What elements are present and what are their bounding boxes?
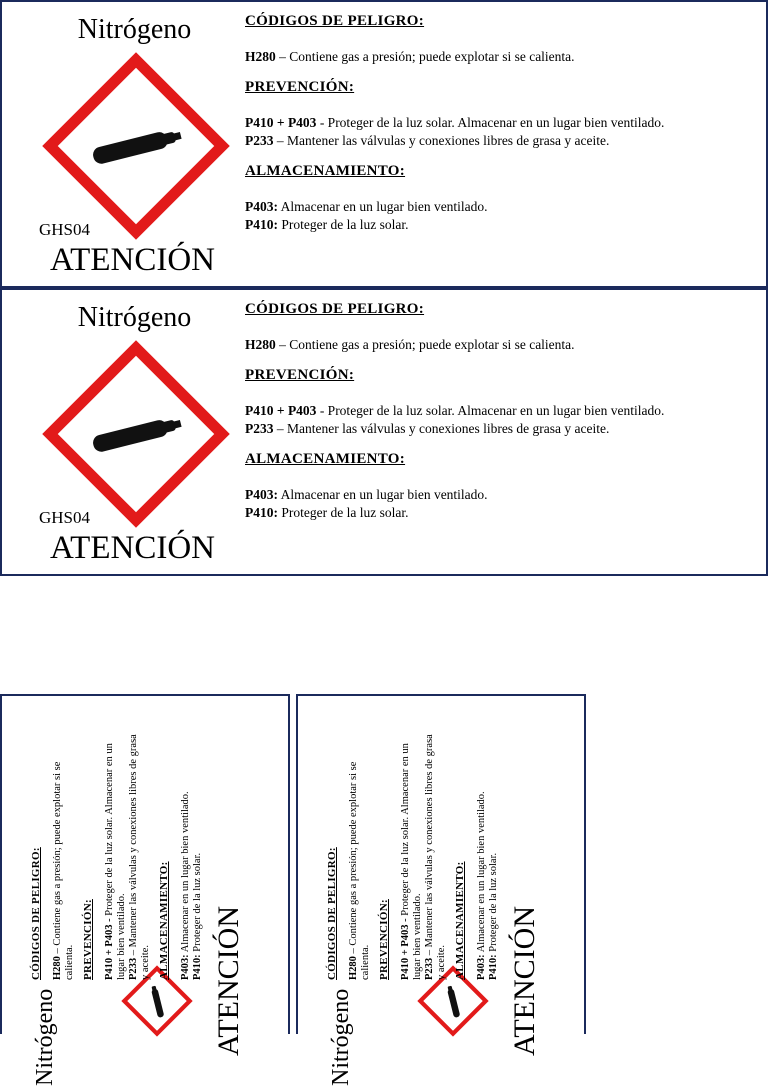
prevention-statement: P410 + P403 - Proteger de la luz solar. Almacenar en un lugar bien ventilado.: [245, 403, 665, 418]
storage-statement: P403: Almacenar en un lugar bien ventilado.: [245, 487, 488, 502]
gas-cylinder-icon: [44, 54, 228, 238]
signal-word: ATENCIÓN: [50, 530, 215, 566]
prevention-statement: P233 – Mantener las válvulas y conexiones libres de grasa y aceite.: [424, 734, 447, 980]
product-name: Nitrógeno: [77, 14, 192, 45]
label-card-1: [0, 0, 768, 288]
storage-statement: P410: Proteger de la luz solar.: [192, 852, 203, 980]
storage-heading: ALMACENAMIENTO:: [245, 451, 406, 467]
hazard-heading: CÓDIGOS DE PELIGRO:: [245, 301, 425, 317]
ghs-code: GHS04: [39, 508, 91, 527]
hazard-heading: CÓDIGOS DE PELIGRO:: [326, 847, 338, 980]
prevention-heading: PREVENCIÓN:: [82, 899, 94, 980]
hazard-heading: CÓDIGOS DE PELIGRO:: [30, 847, 42, 980]
label-card-rotated-2: [296, 694, 586, 1086]
hazard-statement: H280 – Contiene gas a presión; puede explotar si se calienta.: [348, 761, 371, 980]
prevention-statement: P410 + P403 - Proteger de la luz solar. Almacenar en un lugar bien ventilado.: [245, 115, 665, 130]
storage-statement: P410: Proteger de la luz solar.: [245, 505, 409, 520]
storage-statement: P410: Proteger de la luz solar.: [488, 852, 499, 980]
storage-heading: ALMACENAMIENTO:: [454, 861, 466, 980]
prevention-heading: PREVENCIÓN:: [378, 899, 390, 980]
product-name: Nitrógeno: [77, 302, 192, 333]
prevention-statement: P410 + P403 - Proteger de la luz solar. Almacenar en un lugar bien ventilado.: [104, 743, 127, 980]
prevention-statement: P233 – Mantener las válvulas y conexiones libres de grasa y aceite.: [245, 421, 610, 436]
hazard-statement: H280 – Contiene gas a presión; puede explotar si se calienta.: [52, 761, 75, 980]
hazard-heading: CÓDIGOS DE PELIGRO:: [245, 13, 425, 29]
storage-heading: ALMACENAMIENTO:: [158, 861, 170, 980]
hazard-statement: H280 – Contiene gas a presión; puede explotar si se calienta.: [245, 49, 575, 64]
storage-statement: P410: Proteger de la luz solar.: [245, 217, 409, 232]
signal-word: ATENCIÓN: [508, 906, 541, 1056]
prevention-statement: P233 – Mantener las válvulas y conexiones libres de grasa y aceite.: [245, 133, 610, 148]
label-card-rotated-1: [0, 694, 290, 1086]
prevention-heading: PREVENCIÓN:: [245, 79, 355, 95]
product-name: Nitrógeno: [328, 988, 354, 1086]
codes-block: [30, 730, 204, 980]
storage-heading: ALMACENAMIENTO:: [245, 163, 406, 179]
codes-block: [245, 12, 760, 234]
hazard-statement: H280 – Contiene gas a presión; puede explotar si se calienta.: [245, 337, 575, 352]
prevention-statement: P233 – Mantener las válvulas y conexiones libres de grasa y aceite.: [128, 734, 151, 980]
signal-word: ATENCIÓN: [50, 242, 215, 278]
storage-statement: P403: Almacenar en un lugar bien ventilado.: [180, 791, 191, 980]
codes-block: [326, 730, 500, 980]
prevention-statement: P410 + P403 - Proteger de la luz solar. Almacenar en un lugar bien ventilado.: [400, 743, 423, 980]
storage-statement: P403: Almacenar en un lugar bien ventilado.: [476, 791, 487, 980]
prevention-heading: PREVENCIÓN:: [245, 367, 355, 383]
storage-statement: P403: Almacenar en un lugar bien ventilado.: [245, 199, 488, 214]
signal-word: ATENCIÓN: [212, 906, 245, 1056]
product-name: Nitrógeno: [32, 988, 58, 1086]
ghs-code: GHS04: [39, 220, 91, 239]
